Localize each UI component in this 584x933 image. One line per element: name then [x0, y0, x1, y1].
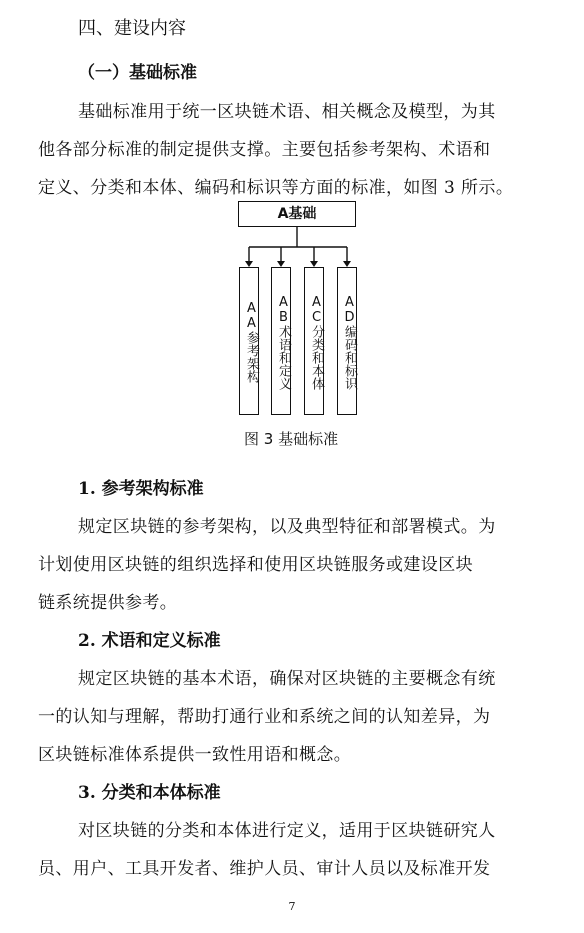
intro-line-1: 基础标准用于统一区块链术语、相关概念及模型，为其: [78, 102, 496, 122]
diagram-box-ad: AD编码和标识: [337, 267, 357, 415]
intro-line-2: 他各部分标准的制定提供支撑。主要包括参考架构、术语和: [38, 140, 491, 160]
section-title: 四、建设内容: [78, 18, 186, 39]
item-2-line-2: 一的认知与理解，帮助打通行业和系统之间的认知差异，为: [38, 707, 491, 727]
item-2-heading: 2. 术语和定义标准: [78, 631, 221, 651]
item-3-line-1: 对区块链的分类和本体进行定义，适用于区块链研究人: [78, 821, 496, 841]
page-number: 7: [288, 900, 296, 913]
diagram-root-box: A基础: [238, 201, 356, 227]
diagram-box-ac: AC分类和本体: [304, 267, 324, 415]
item-1-line-1: 规定区块链的参考架构，以及典型特征和部署模式。为: [78, 517, 496, 537]
figure-caption: 图 3 基础标准: [244, 430, 339, 448]
item-2-line-3: 区块链标准体系提供一致性用语和概念。: [38, 745, 352, 765]
item-3-line-2: 员、用户、工具开发者、维护人员、审计人员以及标准开发: [38, 859, 491, 879]
subsection-title: （一）基础标准: [78, 63, 197, 83]
diagram-box-ab: AB术语和定义: [271, 267, 291, 415]
item-1-line-2: 计划使用区块链的组织选择和使用区块链服务或建设区块: [38, 555, 473, 575]
intro-line-3: 定义、分类和本体、编码和标识等方面的标准，如图 3 所示。: [38, 178, 514, 198]
item-3-heading: 3. 分类和本体标准: [78, 783, 221, 803]
diagram-connectors: [238, 199, 358, 269]
basic-standards-diagram: [238, 199, 358, 419]
item-1-heading: 1. 参考架构标准: [78, 479, 204, 499]
item-2-line-1: 规定区块链的基本术语，确保对区块链的主要概念有统: [78, 669, 496, 689]
item-1-line-3: 链系统提供参考。: [38, 593, 178, 613]
diagram-box-aa: AA参考架构: [239, 267, 259, 415]
